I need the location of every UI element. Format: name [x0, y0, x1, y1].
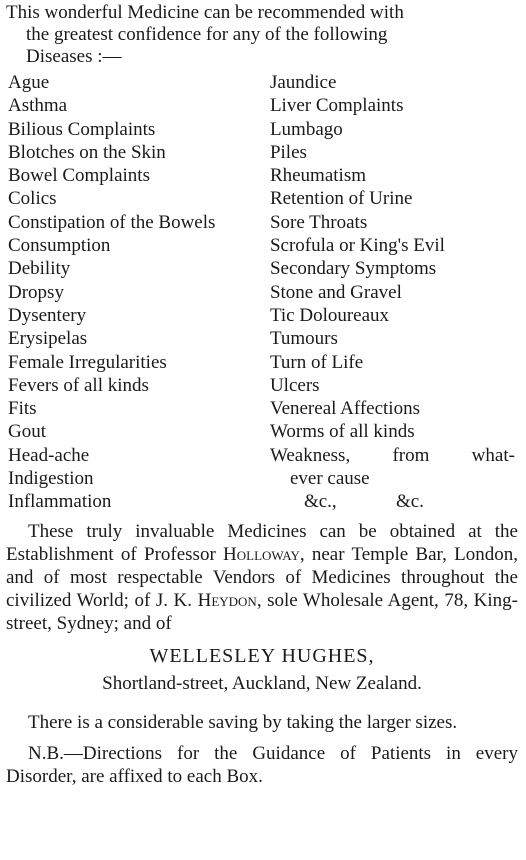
note-paragraph: N.B.—Directions for the Guidance of Patients in every Disorder, are affixed to each Box. [6, 742, 518, 787]
disease-right-item: Liver Complaints [269, 95, 404, 117]
disease-right-item: Stone and Gravel [269, 281, 402, 303]
disease-right-item: Piles [269, 141, 307, 163]
obtain-text-after: , sole Wholesale Agent, 78, King-street, Sydney; and of [6, 589, 518, 634]
agent-name: Heydon [197, 589, 257, 611]
disease-weakness [270, 444, 515, 467]
disease-right-item: Retention of Urine [269, 188, 413, 210]
disease-right-item: Secondary Symptoms [269, 258, 437, 280]
disease-column-left [6, 71, 270, 514]
disease-right-item: Scrofula or King's Evil [269, 235, 445, 257]
disease-left-item: Bowel Complaints [8, 165, 150, 187]
disease-left-item: Bilious Complaints [8, 118, 156, 140]
intro-paragraph [6, 2, 518, 68]
disease-right-item: Worms of all kinds [269, 421, 415, 443]
etc-a: &c., [303, 491, 337, 513]
disease-right-item: Ulcers [269, 374, 320, 396]
etc-row [270, 490, 518, 513]
weakness-word-1: Weakness, [269, 444, 351, 466]
disease-right-item: Tumours [269, 328, 338, 350]
disease-right-item: Rheumatism [269, 165, 367, 187]
vendor-address: Shortland-street, Auckland, New Zealand. [102, 672, 422, 694]
obtain-paragraph [6, 520, 518, 635]
disease-left-item: Fits [8, 398, 37, 420]
intro-line-1-text: This wonderful Medicine can be recommended with [6, 2, 404, 23]
intro-line-3: Diseases :— [26, 46, 122, 67]
disease-right-item: Sore Throats [269, 211, 368, 233]
disease-right-item: Jaundice [269, 72, 337, 93]
disease-left-item: Debility [8, 258, 71, 280]
obtain-text-before: These truly invaluable Medicines can be obtained at the Establishment of Professor [6, 520, 518, 565]
disease-left-item: Consumption [8, 235, 111, 257]
disease-list [6, 71, 518, 514]
disease-left-item: Erysipelas [8, 328, 88, 350]
disease-left-item: Head-ache [8, 444, 90, 466]
disease-right-item: Turn of Life [269, 351, 364, 373]
disease-right-item: Tic Doloureaux [269, 304, 390, 326]
disease-left-item: Colics [8, 188, 57, 210]
obtain-text-mid: , near Temple Bar, London, and of most respectable Vendors of Medicines throughout the civilized World; of J. K. [6, 543, 518, 611]
etc-b: &c. [395, 491, 424, 513]
disease-left-item: Dropsy [8, 281, 64, 303]
professor-name: Holloway [223, 543, 300, 565]
disease-left-item: Asthma [8, 95, 68, 117]
disease-left-item: Constipation of the Bowels [8, 211, 216, 233]
disease-left-item: Fevers of all kinds [8, 374, 149, 396]
intro-line-1 [6, 2, 518, 24]
disease-left-item: Blotches on the Skin [8, 141, 166, 163]
disease-right-item: Lumbago [269, 118, 343, 140]
disease-right-item: Venereal Affections [269, 398, 420, 420]
weakness-word-3: what- [471, 444, 515, 466]
vendor-name: WELLESLEY HUGHES, [149, 644, 375, 667]
weakness-word-2: from [392, 444, 430, 466]
disease-left-item: Gout [8, 421, 46, 443]
disease-left-item: Female Irregularities [8, 351, 167, 373]
disease-left-item: Indigestion [8, 468, 94, 490]
saving-paragraph: There is a considerable saving by taking the larger sizes. [28, 711, 458, 733]
disease-left-item: Inflammation [8, 491, 112, 513]
intro-line-2: the greatest confidence for any of the following [26, 24, 388, 45]
disease-column-right [270, 71, 518, 514]
weakness-continuation: ever cause [289, 468, 370, 490]
disease-left-item: Dysentery [8, 304, 87, 326]
disease-left-item: Ague [8, 72, 50, 93]
disease-right-items [270, 71, 518, 444]
